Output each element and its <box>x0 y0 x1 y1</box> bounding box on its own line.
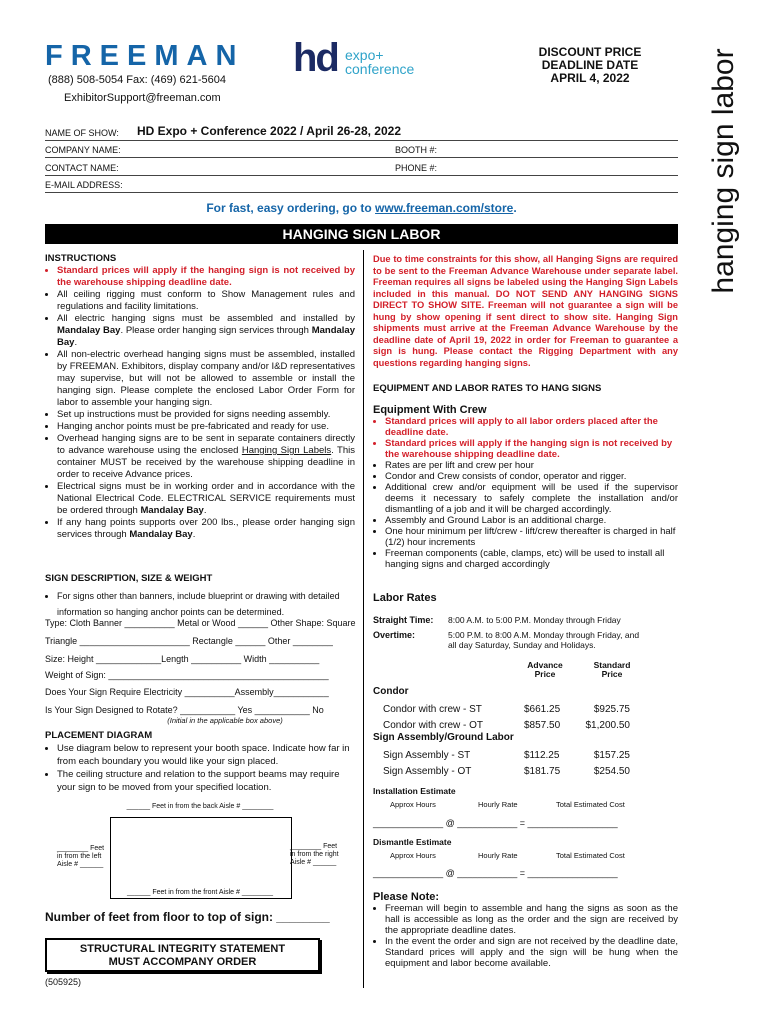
assembly-rows: Sign Assembly - ST Sign Assembly - OT <box>383 750 472 777</box>
company-row[interactable]: COMPANY NAME: BOOTH #: <box>45 141 678 158</box>
equipment-title: EQUIPMENT AND LABOR RATES TO HANG SIGNS <box>373 383 602 394</box>
floor-height-line[interactable]: Number of feet from floor to top of sign: ________ <box>45 910 330 924</box>
vertical-title: hanging sign labor <box>707 48 740 294</box>
contact-row[interactable]: CONTACT NAME: PHONE #: <box>45 159 678 176</box>
overtime-value: 5:00 P.M. to 8:00 A.M. Monday through Friday, and all day Saturday, Sunday and Holidays. <box>448 630 640 650</box>
column-divider <box>363 250 364 988</box>
condor-adv-prices: $661.25 $857.50 <box>524 704 561 731</box>
due-notice: Due to time constraints for this show, all Hanging Signs are required to be sent to the Freeman Advance Warehouse under separate label. Freeman requires all signs be labeled using the Hanging Sign Labels included in this manual. DO NOT SEND ANY HANGING SIGNS DIRECT TO SHOW SITE. Freeman will not guarantee a sign will be hung by show opening if sent direct to show site. Hanging Sign shipments must arrive at the Freeman Advance Warehouse by the deadline date of April 19, 2022 in order for Freeman to guarantee a sign is hung. Please contact the Rigging Department with any questions regarding hanging signs. <box>373 254 678 368</box>
straight-time-value: 8:00 A.M. to 5:00 P.M. Monday through Friday <box>448 615 621 625</box>
hourly-rate-label: Hourly Rate <box>478 800 518 809</box>
straight-time-label: Straight Time: <box>373 615 434 625</box>
total-cost-label: Total Estimated Cost <box>556 800 625 809</box>
initial-note: (Initial in the applicable box above) <box>167 716 283 725</box>
labor-rates-title: Labor Rates <box>373 592 437 604</box>
hd-expo-logo <box>293 36 433 86</box>
approx-hours-label-2: Approx Hours <box>390 851 436 860</box>
condor-title: Condor <box>373 686 409 697</box>
section-banner: HANGING SIGN LABOR <box>45 224 678 244</box>
hd-logo-subtext: expo+ conference <box>345 47 415 77</box>
installation-calc-line[interactable]: ______________ @ ____________ = __________________ <box>373 818 618 828</box>
assembly-std-prices: $157.25 $254.50 <box>593 750 630 777</box>
back-aisle[interactable]: ______ Feet in from the back Aisle # ________ <box>126 803 274 810</box>
show-name-row: NAME OF SHOW: HD Expo + Conference 2022 / April 26-28, 2022 <box>45 124 678 141</box>
assembly-adv-prices: $112.25 $181.75 <box>524 750 561 777</box>
standard-price-header: Standard Price <box>593 660 631 679</box>
hourly-rate-label-2: Hourly Rate <box>478 851 518 860</box>
front-aisle[interactable]: ______ Feet in from the front Aisle # ________ <box>127 889 273 896</box>
condor-rows: Condor with crew - ST Condor with crew - OT <box>383 704 484 731</box>
support-email: ExhibitorSupport@freeman.com <box>64 92 221 104</box>
form-code: (505925) <box>45 977 82 987</box>
total-cost-label-2: Total Estimated Cost <box>556 851 625 860</box>
store-link[interactable]: www.freeman.com/store <box>375 201 514 215</box>
instructions: INSTRUCTIONS • Standard prices will apply if the hanging sign is not received by the warehouse shipping deadline date. • All ceiling rigging must conform to Show Management rules and regulations and facility limitations. • All electric hanging signs must be assembled and installed by Mandalay Bay. Please order hanging sign services through Mandalay Bay. • All non-electric overhead hanging signs must be assembled, installed by FREEMAN. Exhibitors, display company and/or I&D representatives may supervise, but will not be allowed to assemble or install the hanging sign. Please complete the enclosed Labor Order Form for labor to assemble your hanging sign. • Set up instructions must be provided for signs needing assembly. • Hanging anchor points must be pre-fabricated and ready for use. • Overhead hanging signs are to be sent in separate containers directly to advance warehouse using the enclosed Hanging Sign Labels. This container MUST be received by the warehouse shipping deadline in order to receive Advance prices. • Electrical signs must be in working order and in accordance with the National Electrical Code. ELECTRICAL SERVICE requirements must be ordered through Mandalay Bay. • If any hang points supports over 200 lbs., please order hanging sign services through Mandalay Bay. <box>45 253 355 541</box>
structural-statement: STRUCTURAL INTEGRITY STATEMENT MUST ACCOMPANY ORDER <box>45 938 320 972</box>
size-line[interactable]: Size: Height _____________Length __________ Width __________ <box>45 654 320 664</box>
dismantle-calc-line[interactable]: ______________ @ ____________ = __________________ <box>373 868 618 878</box>
assembly-title: Sign Assembly/Ground Labor <box>373 732 514 743</box>
type-line[interactable]: Type: Cloth Banner __________ Metal or Wood ______ Other Shape: Square <box>45 618 356 628</box>
right-aisle[interactable]: ________ Feet in from the right Aisle # ______ <box>290 843 339 866</box>
email-row[interactable]: E-MAIL ADDRESS: <box>45 176 678 193</box>
triangle-line[interactable]: Triangle ______________________ Rectangle ______ Other ________ <box>45 636 333 646</box>
sign-description: SIGN DESCRIPTION, SIZE & WEIGHT • For signs other than banners, include blueprint or drawing with detailed information so hanging anchor points can be determined. <box>45 573 355 620</box>
installation-title: Installation Estimate <box>373 786 456 796</box>
discount-deadline: DISCOUNT PRICE DEADLINE DATE APRIL 4, 2022 <box>538 45 642 85</box>
condor-std-prices: $925.75 $1,200.50 <box>585 704 630 731</box>
left-aisle[interactable]: ________ Feet in from the left Aisle # ______ <box>57 845 105 868</box>
hd-logo-text: hd <box>293 36 338 80</box>
please-note: Please Note: • Freeman will begin to assemble and hang the signs as soon as the hall is accessible as long as the order and the sign are received by the appropriate deadline dates. • In the event the order and sign are not received by the deadline date, Standard prices will apply and the sign will be hung when the equipment and labor become available. <box>373 891 678 969</box>
placement-diagram: PLACEMENT DIAGRAM • Use diagram below to represent your booth space. Indicate how far in from each boundary you would like your sign placed. • The ceiling structure and relation to the support beams may require your sign to be moved from your specified location. <box>45 730 355 794</box>
phone-fax: (888) 508-5054 Fax: (469) 621-5604 <box>48 74 226 86</box>
weight-line[interactable]: Weight of Sign: ____________________________________________ <box>45 670 329 680</box>
rotate-line[interactable]: Is Your Sign Designed to Rotate? ___________ Yes ___________ No <box>45 705 324 715</box>
show-name-value: HD Expo + Conference 2022 / April 26-28, 2022 <box>137 124 402 138</box>
freeman-logo: FREEMAN <box>45 40 245 72</box>
dismantle-title: Dismantle Estimate <box>373 837 452 847</box>
electricity-line[interactable]: Does Your Sign Require Electricity __________Assembly___________ <box>45 687 329 697</box>
advance-price-header: Advance Price <box>527 660 563 679</box>
overtime-label: Overtime: <box>373 630 416 640</box>
fast-ordering: For fast, easy ordering, go to www.freeman.com/store. <box>206 201 517 215</box>
approx-hours-label: Approx Hours <box>390 800 436 809</box>
booth-diagram-box[interactable] <box>110 817 292 899</box>
equipment-with-crew: Equipment With Crew • Standard prices will apply to all labor orders placed after the deadline date. • Standard prices will apply if the hanging sign is not received by the warehouse shipping deadline date. • Rates are per lift and crew per hour • Condor and Crew consists of condor, operator and rigger. • Additional crew and/or equipment will be used if the supervisor deems it necessary to safely complete the installation and/or dismantling of a job and it will be charged accordingly. • Assembly and Ground Labor is an additional charge. • One hour minimum per lift/crew - lift/crew thereafter is charged in half (1/2) hour increments • Freeman components (cable, clamps, etc) will be used to install all hanging signs and charged accordingly <box>373 404 678 570</box>
